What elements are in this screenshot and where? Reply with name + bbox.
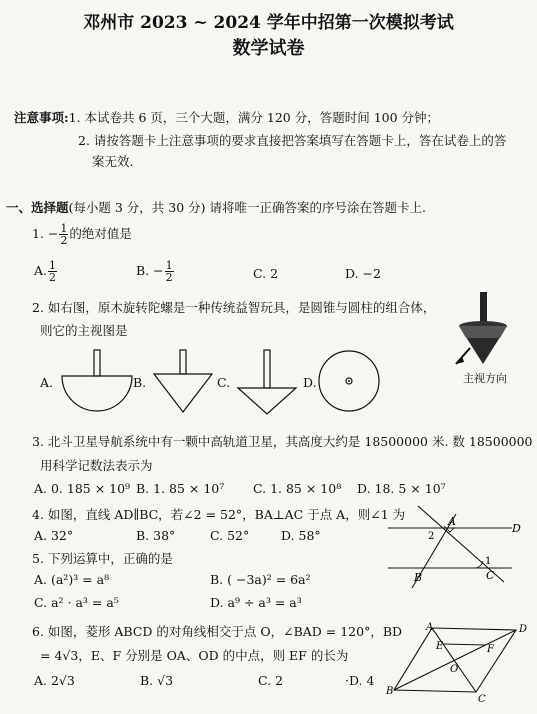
q6-option-b: B. √3: [140, 673, 174, 688]
q4-stem: 4. 如图，直线 AD∥BC，若∠2 = 52°，BA⊥AC 于点 A，则∠1 为: [32, 507, 406, 522]
q6-option-d: ·D. 4: [345, 673, 375, 688]
q5-stem: 5. 下列运算中，正确的是: [32, 551, 173, 566]
section-heading: 一、选择题(每小题 3 分，共 30 分) 请将唯一正确答案的序号涂在答题卡上.: [6, 200, 426, 215]
q4-angle-1: 1: [485, 556, 492, 567]
q4-option-a: A. 32°: [34, 528, 74, 543]
q2-figure-b: [150, 350, 220, 430]
q2-stem-line-2: 则它的主视图是: [40, 323, 128, 338]
q6-label-A: A: [426, 622, 434, 633]
q6-figure: [386, 622, 532, 710]
q6-option-a: A. 2√3: [34, 673, 75, 688]
q6-label-F: F: [487, 644, 494, 655]
spinning-top-figure: [450, 292, 520, 382]
exam-title: 邓州市 2023 ~ 2024 学年中招第一次模拟考试: [83, 13, 454, 33]
q2-figure-a: [60, 350, 140, 420]
q5-option-d: D. a⁹ ÷ a³ = a³: [210, 595, 302, 610]
q2-option-a: A.: [40, 375, 54, 390]
q1-stem: 1. − $\frac{1}{2}$ 的绝对值是: [32, 222, 132, 247]
q3-stem-line-2: 用科学记数法表示为: [40, 458, 153, 473]
notice-line-2: 2. 请按答题卡上注意事项的要求直接把答案填写在答题卡上，答在试卷上的答: [78, 133, 507, 148]
q1-option-a: A. $\frac{1}{2}$: [34, 259, 57, 284]
q1-option-c: C. 2: [253, 266, 279, 281]
notice-line-1: 注意事项:1. 本试卷共 6 页，三个大题，满分 120 分，答题时间 100 分钟；: [14, 110, 440, 125]
q4-label-A: A: [448, 515, 456, 528]
q2-figure-c: [234, 350, 304, 430]
q2-option-b: B.: [133, 375, 147, 390]
q4-label-C: C: [486, 569, 495, 582]
view-direction-label: 主视方向: [463, 372, 507, 385]
q1-fraction: $\frac{1}{2}$: [60, 222, 68, 247]
q2-figure-d: [318, 350, 388, 420]
q1-option-b: B. − $\frac{1}{2}$: [136, 259, 173, 284]
q2-stem-line-1: 2. 如右图，原木旋转陀螺是一种传统益智玩具，是圆锥与圆柱的组合体，: [32, 300, 436, 315]
q5-option-a: A. (a²)³ = a⁸: [34, 572, 110, 587]
q6-label-B: B: [386, 686, 394, 697]
exam-subtitle: 数学试卷: [232, 38, 305, 59]
q4-label-D: D: [512, 522, 521, 535]
q4-figure: [388, 508, 528, 588]
q3-option-c: C. 1. 85 × 10⁸: [253, 481, 342, 496]
q4-angle-2: 2: [428, 531, 435, 542]
q4-option-b: B. 38°: [136, 528, 176, 543]
notice-label: 注意事项:: [14, 110, 69, 125]
q3-stem-line-1: 3. 北斗卫星导航系统中有一颗中高轨道卫星，其高度大约是 18500000 米. 数 18500000: [32, 434, 533, 449]
q6-label-D: D: [519, 624, 528, 635]
q5-option-b: B. ( −3a)² = 6a²: [210, 572, 311, 587]
q6-label-O: O: [450, 664, 459, 675]
q2-option-c: C.: [217, 375, 231, 390]
q6-stem-line-1: 6. 如图，菱形 ABCD 的对角线相交于点 O，∠BAD = 120°，BD: [32, 624, 403, 639]
q6-stem-line-2: = 4√3，E、F 分别是 OA、OD 的中点，则 EF 的长为: [40, 648, 349, 663]
q4-option-d: D. 58°: [281, 528, 321, 543]
q1-option-d: D. −2: [345, 266, 381, 281]
q2-option-d: D.: [303, 375, 317, 390]
q5-option-c: C. a² · a³ = a⁵: [34, 595, 119, 610]
q3-option-d: D. 18. 5 × 10⁷: [357, 481, 446, 496]
q3-option-b: B. 1. 85 × 10⁷: [136, 481, 225, 496]
q6-option-c: C. 2: [258, 673, 284, 688]
notice-line-3: 案无效.: [92, 154, 134, 169]
q6-label-E: E: [436, 641, 444, 652]
q4-label-B: B: [414, 571, 423, 584]
q6-label-C: C: [478, 694, 486, 705]
q4-option-c: C. 52°: [210, 528, 250, 543]
q3-option-a: A. 0. 185 × 10⁹: [34, 481, 131, 496]
